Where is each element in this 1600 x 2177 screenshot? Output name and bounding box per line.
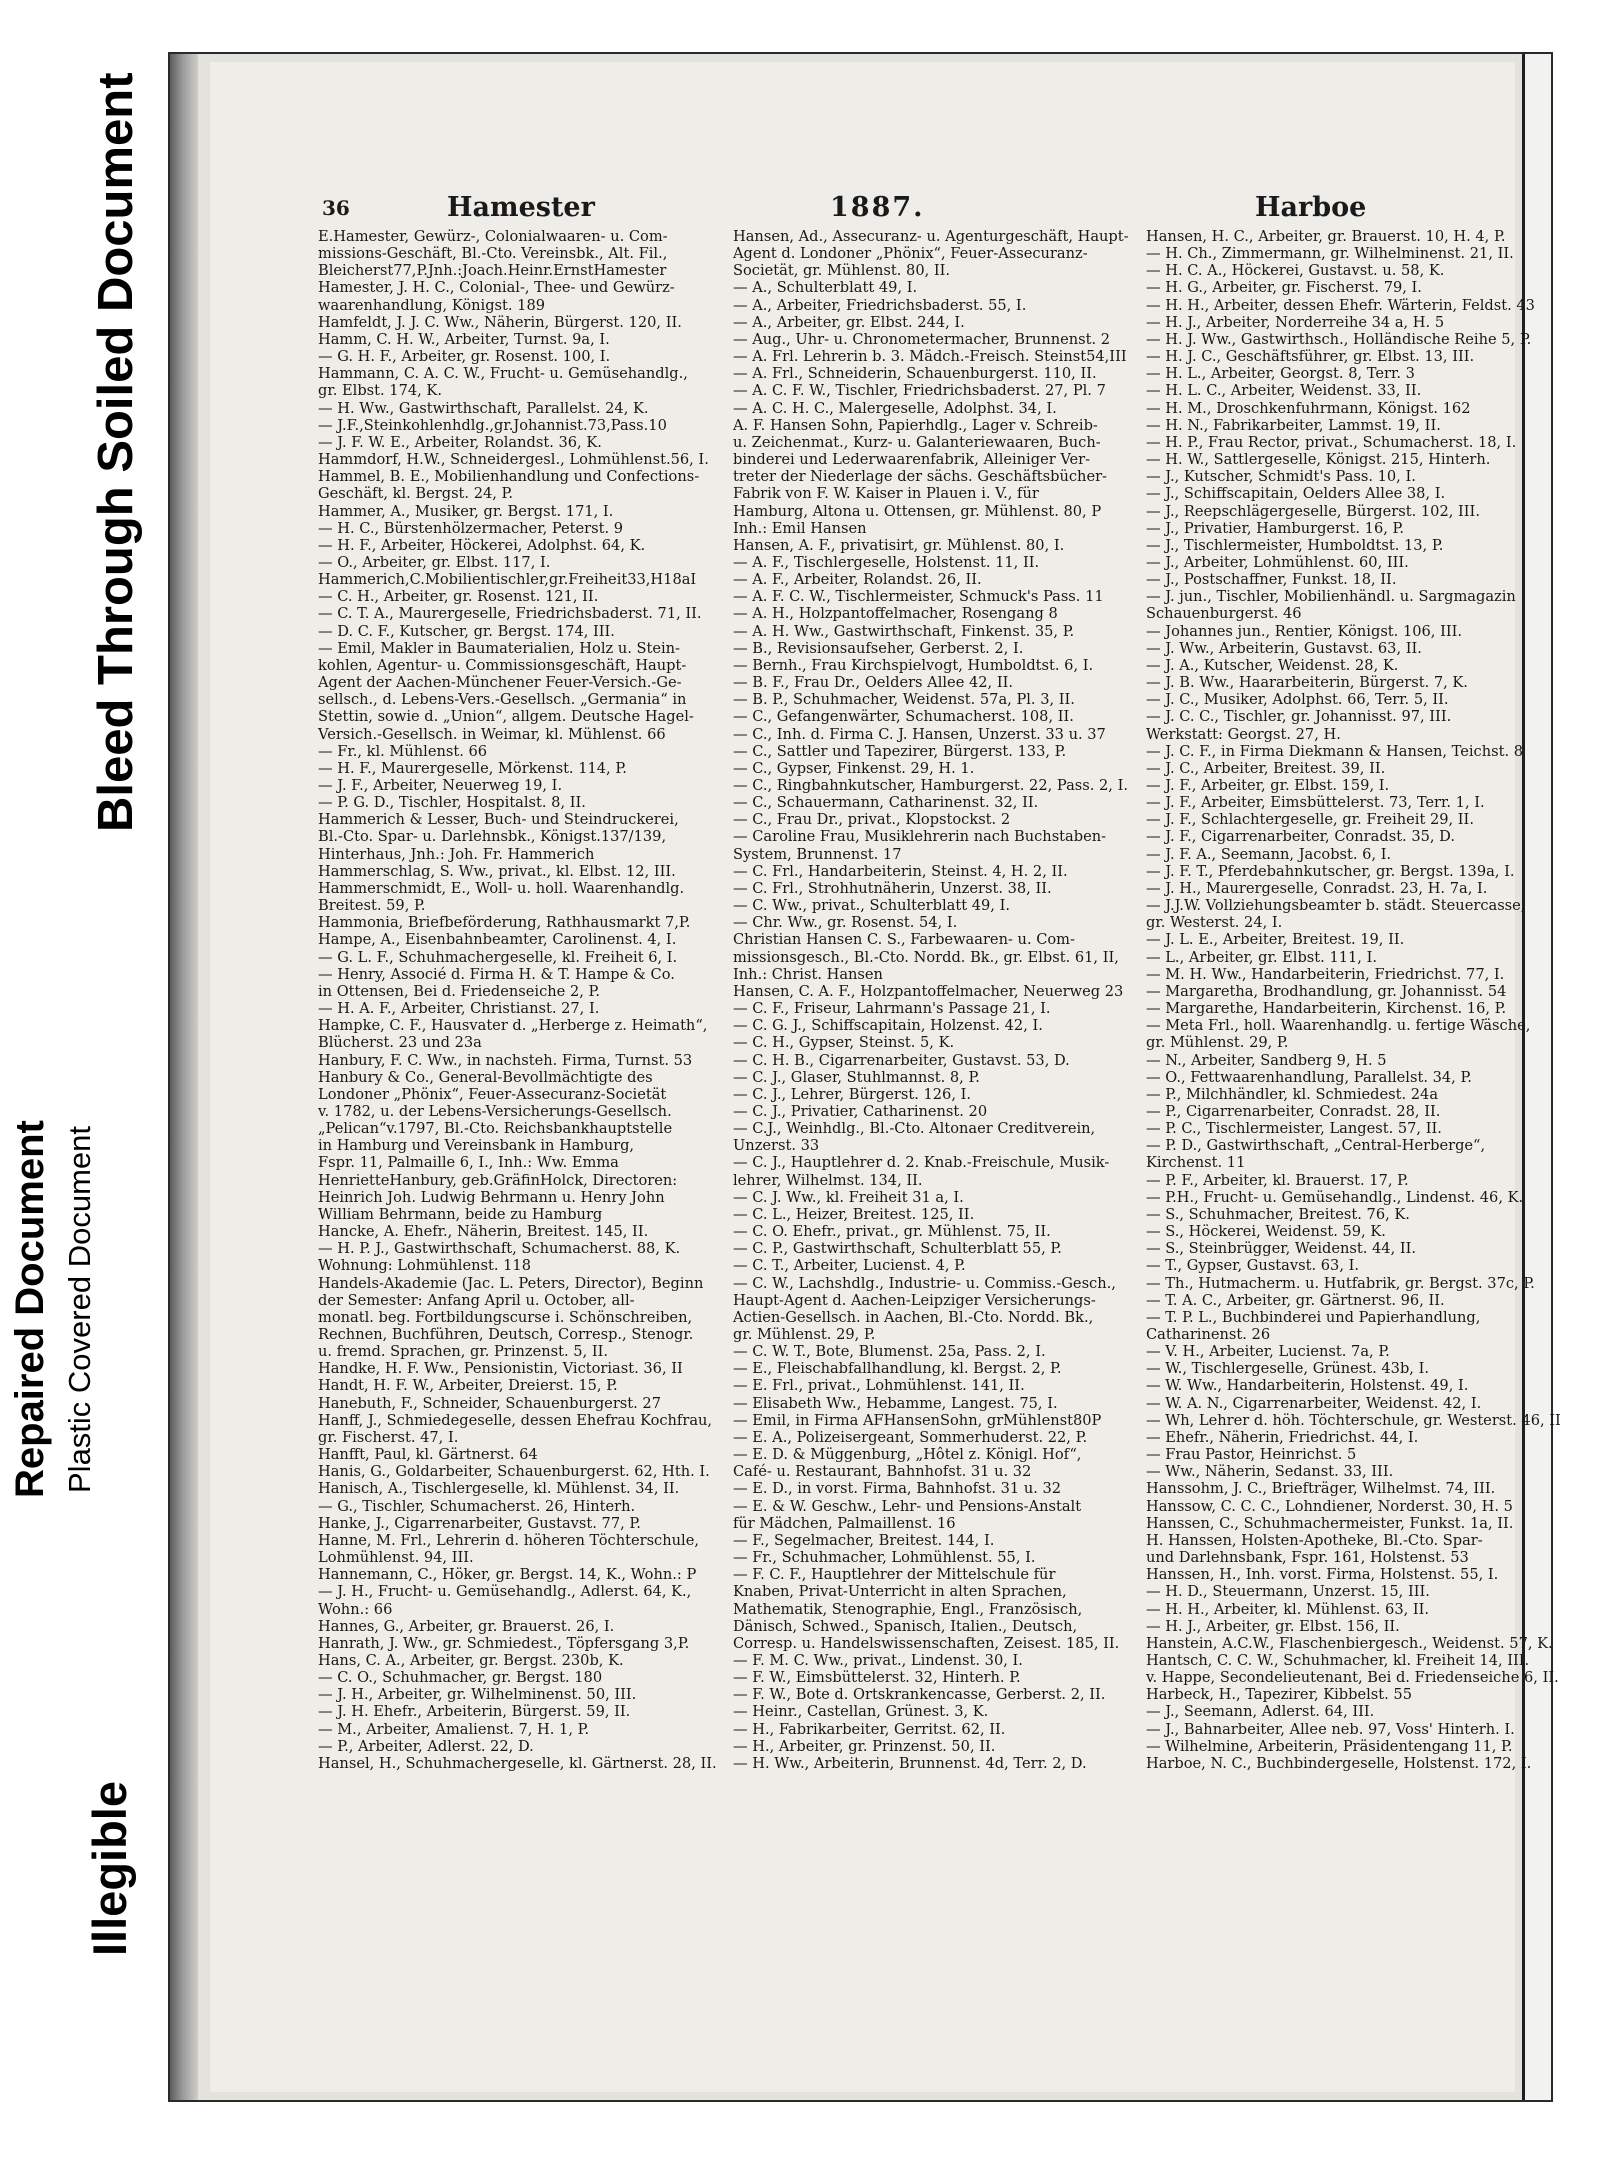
- entry-line: — J. A., Kutscher, Weidenst. 28, K.: [1146, 656, 1399, 674]
- entry-line: Hammdorf, H.W., Schneidergesl., Lohmühlenst.56, I.: [318, 451, 709, 469]
- entry-line: Knaben, Privat-Unterricht in alten Sprachen,: [733, 1583, 1067, 1601]
- entry-line: — B., Revisionsaufseher, Gerberst. 2, I.: [733, 639, 1024, 657]
- entry-line: Fspr. 11, Palmaille 6, I., Inh.: Ww. Emma: [318, 1154, 619, 1172]
- entry-line: — J. C. F., in Firma Diekmann & Hansen, Teichst. 8: [1146, 742, 1524, 760]
- entry-line: Mathematik, Stenographie, Engl., Französisch,: [733, 1600, 1083, 1618]
- entry-line: H. Hanssen, Holsten-Apotheke, Bl.-Cto. Spar-: [1146, 1531, 1483, 1549]
- entry-line: v. Happe, Secondelieutenant, Bei d. Friedenseiche 6, II.: [1146, 1669, 1559, 1687]
- column-3: [1146, 228, 1561, 2008]
- entry-line: der Semester: Anfang April u. October, all-: [318, 1291, 635, 1309]
- entry-line: — E. A., Polizeisergeant, Sommerhuderst. 22, P.: [733, 1428, 1088, 1446]
- entry-line: — Th., Hutmacherm. u. Hutfabrik, gr. Bergst. 37c, P.: [1146, 1274, 1535, 1292]
- entry-line: — Wh, Lehrer d. höh. Töchterschule, gr. Westerst. 46, II: [1146, 1411, 1561, 1429]
- entry-line: — J., Schiffscapitain, Oelders Allee 38, I.: [1146, 485, 1446, 503]
- entry-line: Hansen, C. A. F., Holzpantoffelmacher, Neuerweg 23: [733, 982, 1124, 1000]
- entry-line: — S., Schuhmacher, Breitest. 76, K.: [1146, 1205, 1410, 1223]
- entry-line: — C. J., Privatier, Catharinenst. 20: [733, 1102, 988, 1120]
- entry-line: u. fremd. Sprachen, gr. Prinzenst. 5, II.: [318, 1343, 608, 1361]
- entry-line: Hanne, M. Frl., Lehrerin d. höheren Töchterschule,: [318, 1531, 699, 1549]
- entry-line: Inh.: Christ. Hansen: [733, 965, 883, 983]
- entry-line: — C., Frau Dr., privat., Klopstockst. 2: [733, 811, 1011, 829]
- entry-line: — J. F. T., Pferdebahnkutscher, gr. Bergst. 139a, I.: [1146, 862, 1515, 880]
- entry-line: kohlen, Agentur- u. Commissionsgeschäft, Haupt-: [318, 656, 687, 674]
- entry-line: — C., Gefangenwärter, Schumacherst. 108, II.: [733, 708, 1074, 726]
- entry-line: — V. H., Arbeiter, Lucienst. 7a, P.: [1146, 1343, 1390, 1361]
- entry-line: — H. J. C., Geschäftsführer, gr. Elbst. 13, III.: [1146, 348, 1475, 366]
- entry-line: — G. L. F., Schuhmachergeselle, kl. Freiheit 6, I.: [318, 948, 678, 966]
- entry-line: Handels-Akademie (Jac. L. Peters, Director), Beginn: [318, 1274, 704, 1292]
- entry-line: Hanssen, C., Schuhmachermeister, Funkst. 1a, II.: [1146, 1514, 1514, 1532]
- entry-line: E.Hamester, Gewürz-, Colonialwaaren- u. Com-: [318, 228, 668, 245]
- entry-line: — Emil, in Firma AFHansenSohn, grMühlenst80P: [733, 1411, 1102, 1429]
- entry-line: — M., Arbeiter, Amalienst. 7, H. 1, P.: [318, 1720, 590, 1738]
- entry-line: — H., Arbeiter, gr. Prinzenst. 50, II.: [733, 1737, 996, 1755]
- entry-line: — J. F. A., Seemann, Jacobst. 6, I.: [1146, 845, 1392, 863]
- entry-line: — J. F., Arbeiter, Eimsbüttelerst. 73, Terr. 1, I.: [1146, 794, 1485, 812]
- entry-line: — Elisabeth Ww., Hebamme, Langest. 75, I.: [733, 1394, 1058, 1412]
- entry-line: — C.J., Weinhdlg., Bl.-Cto. Altonaer Creditverein,: [733, 1120, 1096, 1138]
- entry-line: Handt, H. F. W., Arbeiter, Dreierst. 15, P.: [318, 1377, 618, 1395]
- entry-line: treter der Niederlage der sächs. Geschäftsbücher-: [733, 468, 1107, 486]
- entry-line: — H. Ww., Gastwirthschaft, Parallelst. 24, K.: [318, 399, 649, 417]
- entry-line: — H. F., Arbeiter, Höckerei, Adolphst. 64, K.: [318, 536, 646, 554]
- entry-line: — J. H., Arbeiter, gr. Wilhelminenst. 50, III.: [318, 1686, 637, 1704]
- entry-line: — Wilhelmine, Arbeiterin, Präsidentengang 11, P.: [1146, 1737, 1513, 1755]
- entry-line: HenrietteHanbury, geb.GräfinHolck, Directoren:: [318, 1171, 678, 1189]
- entry-line: Hammer, A., Musiker, gr. Bergst. 171, I.: [318, 502, 614, 520]
- entry-line: — J., Bahnarbeiter, Allee neb. 97, Voss' Hinterh. I.: [1146, 1720, 1515, 1738]
- entry-line: — F., Segelmacher, Breitest. 144, I.: [733, 1531, 995, 1549]
- entry-line: — H. J., Arbeiter, Norderreihe 34 a, H. 5: [1146, 313, 1445, 331]
- entry-line: — A. H., Holzpantoffelmacher, Rosengang 8: [733, 605, 1058, 623]
- entry-line: — Bernh., Frau Kirchspielvogt, Humboldtst. 6, I.: [733, 656, 1094, 674]
- entry-line: — L., Arbeiter, gr. Elbst. 111, I.: [1146, 948, 1377, 966]
- entry-line: — J. C., Arbeiter, Breitest. 39, II.: [1146, 759, 1386, 777]
- entry-line: gr. Fischerst. 47, I.: [318, 1428, 459, 1446]
- entry-line: Lohmühlenst. 94, III.: [318, 1549, 474, 1567]
- entry-line: — P. F., Arbeiter, kl. Brauerst. 17, P.: [1146, 1171, 1409, 1189]
- entry-line: Harboe, N. C., Buchbindergeselle, Holstenst. 172, I.: [1146, 1754, 1532, 1772]
- entry-line: binderei und Lederwaarenfabrik, Alleiniger Ver-: [733, 451, 1091, 469]
- entry-line: — C. P., Gastwirthschaft, Schulterblatt 55, P.: [733, 1240, 1062, 1258]
- entry-line: — J., Arbeiter, Lohmühlenst. 60, III.: [1146, 553, 1409, 571]
- entry-line: — E. D. & Müggenburg, „Hôtel z. Königl. Hof“,: [733, 1446, 1082, 1464]
- entry-line: — J. C., Musiker, Adolphst. 66, Terr. 5, II.: [1146, 691, 1449, 709]
- entry-line: — F. M. C. Ww., privat., Lindenst. 30, I.: [733, 1651, 1023, 1669]
- entry-line: — J. H. Ehefr., Arbeiterin, Bürgerst. 59, II.: [318, 1703, 631, 1721]
- entry-line: Hamester, J. H. C., Colonial-, Thee- und Gewürz-: [318, 279, 675, 297]
- entry-line: „Pelican“v.1797, Bl.-Cto. Reichsbankhauptstelle: [318, 1120, 673, 1138]
- entry-line: Handke, H. F. Ww., Pensionistin, Victoriast. 36, II: [318, 1360, 683, 1378]
- entry-line: William Behrmann, beide zu Hamburg: [318, 1205, 603, 1223]
- entry-line: Hamm, C. H. W., Arbeiter, Turnst. 9a, I.: [318, 330, 610, 348]
- entry-line: Hanbury, F. C. Ww., in nachsteh. Firma, Turnst. 53: [318, 1051, 693, 1069]
- entry-line: Hanssen, H., Inh. vorst. Firma, Holstenst. 55, I.: [1146, 1566, 1499, 1584]
- entry-line: Stettin, sowie d. „Union“, allgem. Deutsche Hagel-: [318, 708, 694, 726]
- entry-line: monatl. beg. Fortbildungscurse i. Schönschreiben,: [318, 1308, 693, 1326]
- entry-line: — A. Frl., Schneiderin, Schauenburgerst. 110, II.: [733, 365, 1097, 383]
- header-year: 1887.: [830, 192, 925, 223]
- entry-line: — C. Ww., privat., Schulterblatt 49, I.: [733, 897, 1010, 915]
- entry-line: — D. C. F., Kutscher, gr. Bergst. 174, III.: [318, 622, 615, 640]
- entry-line: — C. H., Gypser, Steinst. 5, K.: [733, 1034, 955, 1052]
- entry-line: — C. O., Schuhmacher, gr. Bergst. 180: [318, 1669, 603, 1687]
- entry-line: Hanfft, Paul, kl. Gärtnerst. 64: [318, 1446, 538, 1464]
- entry-line: Hansen, Ad., Assecuranz- u. Agenturgeschäft, Haupt-: [733, 228, 1129, 245]
- entry-line: missions-Geschäft, Bl.-Cto. Vereinsbk., Alt. Fil.,: [318, 245, 668, 263]
- entry-line: lehrer, Wilhelmst. 134, II.: [733, 1171, 923, 1189]
- entry-line: — J., Privatier, Hamburgerst. 16, P.: [1146, 519, 1405, 537]
- entry-line: — C., Gypser, Finkenst. 29, H. 1.: [733, 759, 975, 777]
- entry-line: — A. F. C. W., Tischlermeister, Schmuck's Pass. 11: [733, 588, 1104, 606]
- entry-line: Schauenburgerst. 46: [1146, 605, 1302, 623]
- entry-line: — Heinr., Castellan, Grünest. 3, K.: [733, 1703, 989, 1721]
- entry-line: — Margaretha, Brodhandlung, gr. Johannisst. 54: [1146, 982, 1507, 1000]
- entry-line: — J., Reepschlägergeselle, Bürgerst. 102, III.: [1146, 502, 1480, 520]
- entry-line: — A., Arbeiter, gr. Elbst. 244, I.: [733, 313, 965, 331]
- entry-line: Actien-Gesellsch. in Aachen, Bl.-Cto. Nordd. Bk.,: [733, 1308, 1094, 1326]
- entry-line: — W., Tischlergeselle, Grünest. 43b, I.: [1146, 1360, 1429, 1378]
- entry-line: — S., Steinbrügger, Weidenst. 44, II.: [1146, 1240, 1417, 1258]
- entry-line: — A. F., Arbeiter, Rolandst. 26, II.: [733, 571, 982, 589]
- entry-line: Hanstein, A.C.W., Flaschenbiergesch., Weidenst. 57, K.: [1146, 1634, 1553, 1652]
- entry-line: — A., Schulterblatt 49, I.: [733, 279, 918, 297]
- entry-line: — P., Cigarrenarbeiter, Conradst. 28, II.: [1146, 1102, 1441, 1120]
- entry-line: Agent d. Londoner „Phönix“, Feuer-Assecuranz-: [733, 245, 1088, 263]
- entry-line: waarenhandlung, Königst. 189: [318, 296, 546, 314]
- entry-line: Hancke, A. Ehefr., Näherin, Breitest. 145, II.: [318, 1223, 649, 1241]
- entry-line: — Frau Pastor, Heinrichst. 5: [1146, 1446, 1357, 1464]
- entry-line: Societät, gr. Mühlenst. 80, II.: [733, 262, 951, 280]
- entry-line: — H. L., Arbeiter, Georgst. 8, Terr. 3: [1146, 365, 1415, 383]
- entry-line: A. F. Hansen Sohn, Papierhdlg., Lager v. Schreib-: [733, 416, 1098, 434]
- entry-line: Hanbury & Co., General-Bevollmächtigte des: [318, 1068, 653, 1086]
- entry-line: — Ww., Näherin, Sedanst. 33, III.: [1146, 1463, 1394, 1481]
- entry-line: — C. J., Glaser, Stuhlmannst. 8, P.: [733, 1068, 980, 1086]
- entry-line: — H. J., Arbeiter, gr. Elbst. 156, II.: [1146, 1617, 1400, 1635]
- entry-line: — C., Ringbahnkutscher, Hamburgerst. 22, Pass. 2, I.: [733, 777, 1128, 794]
- entry-line: — P., Arbeiter, Adlerst. 22, D.: [318, 1737, 534, 1755]
- entry-line: — A. F., Tischlergeselle, Holstenst. 11, II.: [733, 553, 1040, 571]
- directory-page: [210, 62, 1561, 2092]
- entry-line: — H. D., Steuermann, Unzerst. 15, III.: [1146, 1583, 1430, 1601]
- entry-line: Kirchenst. 11: [1146, 1154, 1246, 1172]
- entry-line: — H. Ww., Arbeiterin, Brunnenst. 4d, Terr. 2, D.: [733, 1754, 1087, 1772]
- entry-line: — C. J. Ww., kl. Freiheit 31 a, I.: [733, 1188, 964, 1206]
- entry-line: — J. F. W. E., Arbeiter, Rolandst. 36, K.: [318, 433, 602, 451]
- entry-line: — T. P. L., Buchbinderei und Papierhandlung,: [1146, 1308, 1481, 1326]
- entry-line: — A. C. F. W., Tischler, Friedrichsbaderst. 27, Pl. 7: [733, 382, 1106, 400]
- entry-line: Versich.-Gesellsch. in Weimar, kl. Mühlenst. 66: [318, 725, 666, 743]
- entry-line: — P. G. D., Tischler, Hospitalst. 8, II.: [318, 794, 586, 812]
- entry-line: Hanis, G., Goldarbeiter, Schauenburgerst. 62, Hth. I.: [318, 1463, 710, 1481]
- entry-line: — J., Tischlermeister, Humboldtst. 13, P.: [1146, 536, 1444, 554]
- entry-line: — B. P., Schuhmacher, Weidenst. 57a, Pl. 3, II.: [733, 691, 1075, 709]
- column-1: [318, 228, 723, 2008]
- entry-line: — Meta Frl., holl. Waarenhandlg. u. fertige Wäsche,: [1146, 1017, 1531, 1035]
- entry-line: gr. Mühlenst. 29, P.: [1146, 1034, 1289, 1052]
- entry-line: Hanssow, C. C. C., Lohndiener, Norderst. 30, H. 5: [1146, 1497, 1513, 1515]
- entry-line: — H. H., Arbeiter, dessen Ehefr. Wärterin, Feldst. 43: [1146, 296, 1535, 314]
- entry-line: — T., Gypser, Gustavst. 63, I.: [1146, 1257, 1359, 1275]
- entry-line: — P.H., Frucht- u. Gemüsehandlg., Lindenst. 46, K.: [1146, 1188, 1524, 1206]
- entry-line: — C. T., Arbeiter, Lucienst. 4, P.: [733, 1257, 966, 1275]
- entry-line: Harbeck, H., Tapezirer, Kibbelst. 55: [1146, 1686, 1412, 1704]
- entry-line: — H. J. Ww., Gastwirthsch., Holländische Reihe 5, P.: [1146, 330, 1532, 348]
- entry-line: in Hamburg und Vereinsbank in Hamburg,: [318, 1137, 635, 1155]
- entry-line: Café- u. Restaurant, Bahnhofst. 31 u. 32: [733, 1463, 1032, 1481]
- entry-line: Hammel, B. E., Mobilienhandlung und Confections-: [318, 468, 700, 486]
- entry-line: — P. C., Tischlermeister, Langest. 57, II.: [1146, 1120, 1442, 1138]
- entry-line: — C., Sattler und Tapezirer, Bürgerst. 133, P.: [733, 742, 1067, 760]
- entry-line: — C. J., Hauptlehrer d. 2. Knab.-Freischule, Musik-: [733, 1154, 1110, 1172]
- entry-line: Heinrich Joh. Ludwig Behrmann u. Henry John: [318, 1188, 665, 1206]
- entry-line: — Caroline Frau, Musiklehrerin nach Buchstaben-: [733, 828, 1107, 846]
- stamp-repaired-document: Repaired Document: [8, 1120, 52, 1498]
- stamp-illegible: Illegible: [83, 1781, 136, 1956]
- entry-line: — C. J., Lehrer, Bürgerst. 126, I.: [733, 1085, 972, 1103]
- entry-line: — Margarethe, Handarbeiterin, Kirchenst. 16, P.: [1146, 1000, 1507, 1018]
- entry-line: — O., Fettwaarenhandlung, Parallelst. 34, P.: [1146, 1068, 1472, 1086]
- entry-line: — G., Tischler, Schumacherst. 26, Hinterh.: [318, 1497, 636, 1515]
- entry-line: — H. W., Sattlergeselle, Königst. 215, Hinterh.: [1146, 451, 1491, 469]
- binding-gutter: [170, 54, 198, 2100]
- entry-line: Hammerich & Lesser, Buch- und Steindruckerei,: [318, 811, 679, 829]
- entry-line: — E. D., in vorst. Firma, Bahnhofst. 31 u. 32: [733, 1480, 1062, 1498]
- entry-line: Geschäft, kl. Bergst. 24, P.: [318, 485, 514, 503]
- column-2: [733, 228, 1138, 2008]
- entry-line: sellsch., d. Lebens-Vers.-Gesellsch. „Germania“ in: [318, 691, 687, 709]
- entry-line: — J. H., Maurergeselle, Conradst. 23, H. 7a, I.: [1146, 879, 1488, 897]
- entry-line: Hammerschlag, S. Ww., privat., kl. Elbst. 12, III.: [318, 862, 676, 880]
- entry-line: — J. C. C., Tischler, gr. Johannisst. 97, III.: [1146, 708, 1452, 726]
- entry-line: Bl.-Cto. Spar- u. Darlehnsbk., Königst.137/139,: [318, 828, 667, 846]
- entry-line: — C. W. T., Bote, Blumenst. 25a, Pass. 2, I.: [733, 1343, 1046, 1361]
- entry-line: Rechnen, Buchführen, Deutsch, Corresp., Stenogr.: [318, 1326, 694, 1343]
- entry-line: Hamburg, Altona u. Ottensen, gr. Mühlenst. 80, P: [733, 502, 1102, 520]
- entry-line: Hanrath, J. Ww., gr. Schmiedest., Töpfersgang 3,P.: [318, 1634, 690, 1652]
- entry-line: Hansen, H. C., Arbeiter, gr. Brauerst. 10, H. 4, P.: [1146, 228, 1506, 245]
- entry-line: — H. P. J., Gastwirthschaft, Schumacherst. 88, K.: [318, 1240, 681, 1258]
- entry-line: Hinterhaus, Jnh.: Joh. Fr. Hammerich: [318, 845, 595, 863]
- entry-line: — W. A. N., Cigarrenarbeiter, Weidenst. 42, I.: [1146, 1394, 1482, 1412]
- entry-line: — E., Fleischabfallhandlung, kl. Bergst. 2, P.: [733, 1360, 1062, 1378]
- entry-line: — H. M., Droschkenfuhrmann, Königst. 162: [1146, 399, 1471, 417]
- entry-line: — J., Kutscher, Schmidt's Pass. 10, I.: [1146, 468, 1416, 486]
- entry-line: — H. N., Fabrikarbeiter, Lammst. 19, II.: [1146, 416, 1441, 434]
- entry-line: Fabrik von F. W. Kaiser in Plauen i. V., für: [733, 485, 1039, 503]
- entry-line: — J. F., Arbeiter, gr. Elbst. 159, I.: [1146, 777, 1390, 794]
- stamp-bleed-through: Bleed Through Soiled Document: [89, 72, 143, 832]
- entry-line: Hamfeldt, J. J. C. Ww., Näherin, Bürgerst. 120, II.: [318, 313, 682, 331]
- entry-line: — C. L., Heizer, Breitest. 125, II.: [733, 1205, 975, 1223]
- entry-line: Hanebuth, F., Schneider, Schauenburgerst. 27: [318, 1394, 661, 1412]
- entry-line: — C. T. A., Maurergeselle, Friedrichsbaderst. 71, II.: [318, 605, 702, 623]
- entry-line: für Mädchen, Palmaillenst. 16: [733, 1514, 956, 1532]
- entry-line: Hammerich,C.Mobilientischler,gr.Freiheit33,H18aI: [318, 571, 697, 589]
- entry-line: — F. W., Eimsbüttelerst. 32, Hinterh. P.: [733, 1669, 1021, 1687]
- entry-line: gr. Elbst. 174, K.: [318, 382, 442, 400]
- entry-line: Bleicherst77,P.Jnh.:Joach.Heinr.ErnstHamester: [318, 262, 667, 280]
- entry-line: Hannemann, C., Höker, gr. Bergst. 14, K., Wohn.: P: [318, 1566, 697, 1584]
- entry-line: Londoner „Phönix“, Feuer-Assecuranz-Societät: [318, 1085, 667, 1103]
- entry-line: — C., Inh. d. Firma C. J. Hansen, Unzerst. 33 u. 37: [733, 725, 1106, 743]
- entry-line: — J.F.,Steinkohlenhdlg.,gr.Johannist.73,Pass.10: [318, 416, 667, 434]
- entry-line: v. 1782, u. der Lebens-Versicherungs-Gesellsch.: [318, 1102, 672, 1120]
- entry-line: — J., Postschaffner, Funkst. 18, II.: [1146, 571, 1397, 589]
- entry-line: und Darlehnsbank, Fspr. 161, Holstenst. 53: [1146, 1549, 1469, 1567]
- header-left-word: Hamester: [447, 192, 595, 223]
- entry-line: — E. & W. Geschw., Lehr- und Pensions-Anstalt: [733, 1497, 1082, 1515]
- entry-line: — H. F., Maurergeselle, Mörkenst. 114, P.: [318, 759, 627, 777]
- entry-line: — N., Arbeiter, Sandberg 9, H. 5: [1146, 1051, 1387, 1069]
- entry-line: — C. Frl., Handarbeiterin, Steinst. 4, H. 2, II.: [733, 862, 1068, 880]
- entry-line: — J. F., Cigarrenarbeiter, Conradst. 35, D.: [1146, 828, 1456, 846]
- entry-line: Wohnung: Lohmühlenst. 118: [318, 1257, 531, 1275]
- entry-line: Wohn.: 66: [318, 1600, 393, 1618]
- entry-line: — P., Milchhändler, kl. Schmiedest. 24a: [1146, 1085, 1439, 1103]
- entry-line: Hanisch, A., Tischlergeselle, kl. Mühlenst. 34, II.: [318, 1480, 680, 1498]
- entry-line: Hammonia, Briefbeförderung, Rathhausmarkt 7,P.: [318, 914, 691, 932]
- entry-line: Hanke, J., Cigarrenarbeiter, Gustavst. 77, P.: [318, 1514, 641, 1532]
- entry-line: Hannes, G., Arbeiter, gr. Brauerst. 26, I.: [318, 1617, 615, 1635]
- entry-line: — M. H. Ww., Handarbeiterin, Friedrichst. 77, I.: [1146, 965, 1505, 983]
- entry-line: Hansen, A. F., privatisirt, gr. Mühlenst. 80, I.: [733, 536, 1065, 554]
- entry-line: — F. C. F., Hauptlehrer der Mittelschule für: [733, 1566, 1056, 1584]
- entry-line: — Emil, Makler in Baumaterialien, Holz u. Stein-: [318, 639, 680, 657]
- entry-line: — H. L. C., Arbeiter, Weidenst. 33, II.: [1146, 382, 1422, 400]
- entry-line: gr. Mühlenst. 29, P.: [733, 1326, 876, 1343]
- entry-line: — J.J.W. Vollziehungsbeamter b. städt. Steuercasse,: [1146, 897, 1526, 915]
- entry-line: Inh.: Emil Hansen: [733, 519, 867, 537]
- entry-line: — Fr., Schuhmacher, Lohmühlenst. 55, I.: [733, 1549, 1036, 1567]
- entry-line: — G. H. F., Arbeiter, gr. Rosenst. 100, I.: [318, 348, 611, 366]
- entry-line: Agent der Aachen-Münchener Feuer-Versich.-Ge-: [318, 674, 682, 692]
- entry-line: — H. A. F., Arbeiter, Christianst. 27, I.: [318, 1000, 600, 1018]
- entry-line: — Henry, Associé d. Firma H. & T. Hampe & Co.: [318, 965, 675, 983]
- entry-line: Dänisch, Schwed., Spanisch, Italien., Deutsch,: [733, 1617, 1078, 1635]
- entry-line: Christian Hansen C. S., Farbewaaren- u. Com-: [733, 931, 1075, 949]
- entry-line: — Johannes jun., Rentier, Königst. 106, III.: [1146, 622, 1463, 640]
- entry-line: — H. C. A., Höckerei, Gustavst. u. 58, K.: [1146, 262, 1445, 280]
- page-number: 36: [322, 196, 350, 220]
- page-header: [210, 190, 1500, 226]
- entry-line: — J. F., Schlachtergeselle, gr. Freiheit 29, II.: [1146, 811, 1474, 829]
- entry-line: — W. Ww., Handarbeiterin, Holstenst. 49, I.: [1146, 1377, 1469, 1395]
- entry-line: — H. Ch., Zimmermann, gr. Wilhelminenst. 21, II.: [1146, 245, 1514, 263]
- entry-line: — H. G., Arbeiter, gr. Fischerst. 79, I.: [1146, 279, 1422, 297]
- entry-line: — S., Höckerei, Weidenst. 59, K.: [1146, 1223, 1386, 1241]
- entry-line: Catharinenst. 26: [1146, 1326, 1271, 1343]
- entry-line: — B. F., Frau Dr., Oelders Allee 42, II.: [733, 674, 1013, 692]
- entry-line: — J. jun., Tischler, Mobilienhändl. u. Sargmagazin: [1146, 588, 1516, 606]
- entry-line: — A. C. H. C., Malergeselle, Adolphst. 34, I.: [733, 399, 1057, 417]
- stamp-plastic-covered: Plastic Covered Document: [62, 1126, 97, 1493]
- entry-line: — Ehefr., Näherin, Friedrichst. 44, I.: [1146, 1428, 1419, 1446]
- entry-line: — P. D., Gastwirthschaft, „Central-Herberge“,: [1146, 1137, 1486, 1155]
- entry-line: — H., Fabrikarbeiter, Gerritst. 62, II.: [733, 1720, 1006, 1738]
- entry-line: in Ottensen, Bei d. Friedenseiche 2, P.: [318, 982, 601, 1000]
- entry-line: gr. Westerst. 24, I.: [1146, 914, 1283, 932]
- scanned-page: [168, 52, 1561, 2102]
- entry-line: — Fr., kl. Mühlenst. 66: [318, 742, 488, 760]
- entry-line: — C. Frl., Strohhutnäherin, Unzerst. 38, II.: [733, 879, 1052, 897]
- entry-line: Unzerst. 33: [733, 1137, 820, 1155]
- entry-line: Blücherst. 23 und 23a: [318, 1034, 482, 1052]
- entry-line: Hansel, H., Schuhmachergeselle, kl. Gärtnerst. 28, II.: [318, 1754, 717, 1772]
- entry-line: u. Zeichenmat., Kurz- u. Galanteriewaaren, Buch-: [733, 433, 1101, 451]
- entry-line: — C. F., Friseur, Lahrmann's Passage 21, I.: [733, 1000, 1051, 1018]
- entry-line: — J. H., Frucht- u. Gemüsehandlg., Adlerst. 64, K.,: [318, 1583, 692, 1601]
- entry-line: — C. O. Ehefr., privat., gr. Mühlenst. 75, II.: [733, 1223, 1051, 1241]
- entry-line: Werkstatt: Georgst. 27, H.: [1146, 725, 1341, 743]
- entry-line: Hammann, C. A. C. W., Frucht- u. Gemüsehandlg.,: [318, 365, 688, 383]
- entry-line: — J., Seemann, Adlerst. 64, III.: [1146, 1703, 1375, 1721]
- entry-line: — C. H. B., Cigarrenarbeiter, Gustavst. 53, D.: [733, 1051, 1070, 1069]
- entry-line: Haupt-Agent d. Aachen-Leipziger Versicherungs-: [733, 1291, 1096, 1309]
- entry-line: — C. W., Lachshdlg., Industrie- u. Commiss.-Gesch.,: [733, 1274, 1116, 1292]
- entry-line: — Aug., Uhr- u. Chronometermacher, Brunnenst. 2: [733, 330, 1111, 348]
- entry-line: — A. Frl. Lehrerin b. 3. Mädch.-Freisch. Steinst54,III: [733, 348, 1127, 366]
- entry-line: — A. H. Ww., Gastwirthschaft, Finkenst. 35, P.: [733, 622, 1075, 640]
- entry-line: Hampe, A., Eisenbahnbeamter, Carolinenst. 4, I.: [318, 931, 677, 949]
- entry-line: missionsgesch., Bl.-Cto. Nordd. Bk., gr. Elbst. 61, II,: [733, 948, 1119, 966]
- entry-line: Breitest. 59, P.: [318, 897, 426, 915]
- entry-line: — H. H., Arbeiter, kl. Mühlenst. 63, II.: [1146, 1600, 1430, 1618]
- entry-line: — C. H., Arbeiter, gr. Rosenst. 121, II.: [318, 588, 599, 606]
- entry-line: Corresp. u. Handelswissenschaften, Zeisest. 185, II.: [733, 1634, 1120, 1652]
- entry-line: Hanssohm, J. C., Briefträger, Wilhelmst. 74, III.: [1146, 1480, 1496, 1498]
- entry-line: — Chr. Ww., gr. Rosenst. 54, I.: [733, 914, 958, 932]
- entry-line: — J. F., Arbeiter, Neuerweg 19, I.: [318, 777, 563, 794]
- entry-line: Hans, C. A., Arbeiter, gr. Bergst. 230b, K.: [318, 1651, 624, 1669]
- entry-line: System, Brunnenst. 17: [733, 845, 902, 863]
- entry-line: — C. G. J., Schiffscapitain, Holzenst. 42, I.: [733, 1017, 1043, 1035]
- entry-line: — J. L. E., Arbeiter, Breitest. 19, II.: [1146, 931, 1405, 949]
- entry-line: — J. Ww., Arbeiterin, Gustavst. 63, II.: [1146, 639, 1422, 657]
- entry-line: Hammerschmidt, E., Woll- u. holl. Waarenhandlg.: [318, 879, 685, 897]
- entry-line: — C., Schauermann, Catharinenst. 32, II.: [733, 794, 1039, 812]
- entry-line: — E. Frl., privat., Lohmühlenst. 141, II.: [733, 1377, 1025, 1395]
- entry-line: Hanff, J., Schmiedegeselle, dessen Ehefrau Kochfrau,: [318, 1411, 713, 1429]
- entry-line: — H. P., Frau Rector, privat., Schumacherst. 18, I.: [1146, 433, 1517, 451]
- entry-line: — F. W., Bote d. Ortskrankencasse, Gerberst. 2, II.: [733, 1686, 1106, 1704]
- header-right-word: Harboe: [1255, 192, 1367, 223]
- entry-line: — H. C., Bürstenhölzermacher, Peterst. 9: [318, 519, 624, 537]
- entry-line: — A., Arbeiter, Friedrichsbaderst. 55, I.: [733, 296, 1027, 314]
- entry-line: Hampke, C. F., Hausvater d. „Herberge z. Heimath“,: [318, 1017, 708, 1035]
- entry-line: — O., Arbeiter, gr. Elbst. 117, I.: [318, 553, 551, 571]
- entry-line: — T. A. C., Arbeiter, gr. Gärtnerst. 96, II.: [1146, 1291, 1445, 1309]
- entry-line: — J. B. Ww., Haararbeiterin, Bürgerst. 7, K.: [1146, 674, 1468, 692]
- entry-line: Hantsch, C. C. W., Schuhmacher, kl. Freiheit 14, III.: [1146, 1651, 1530, 1669]
